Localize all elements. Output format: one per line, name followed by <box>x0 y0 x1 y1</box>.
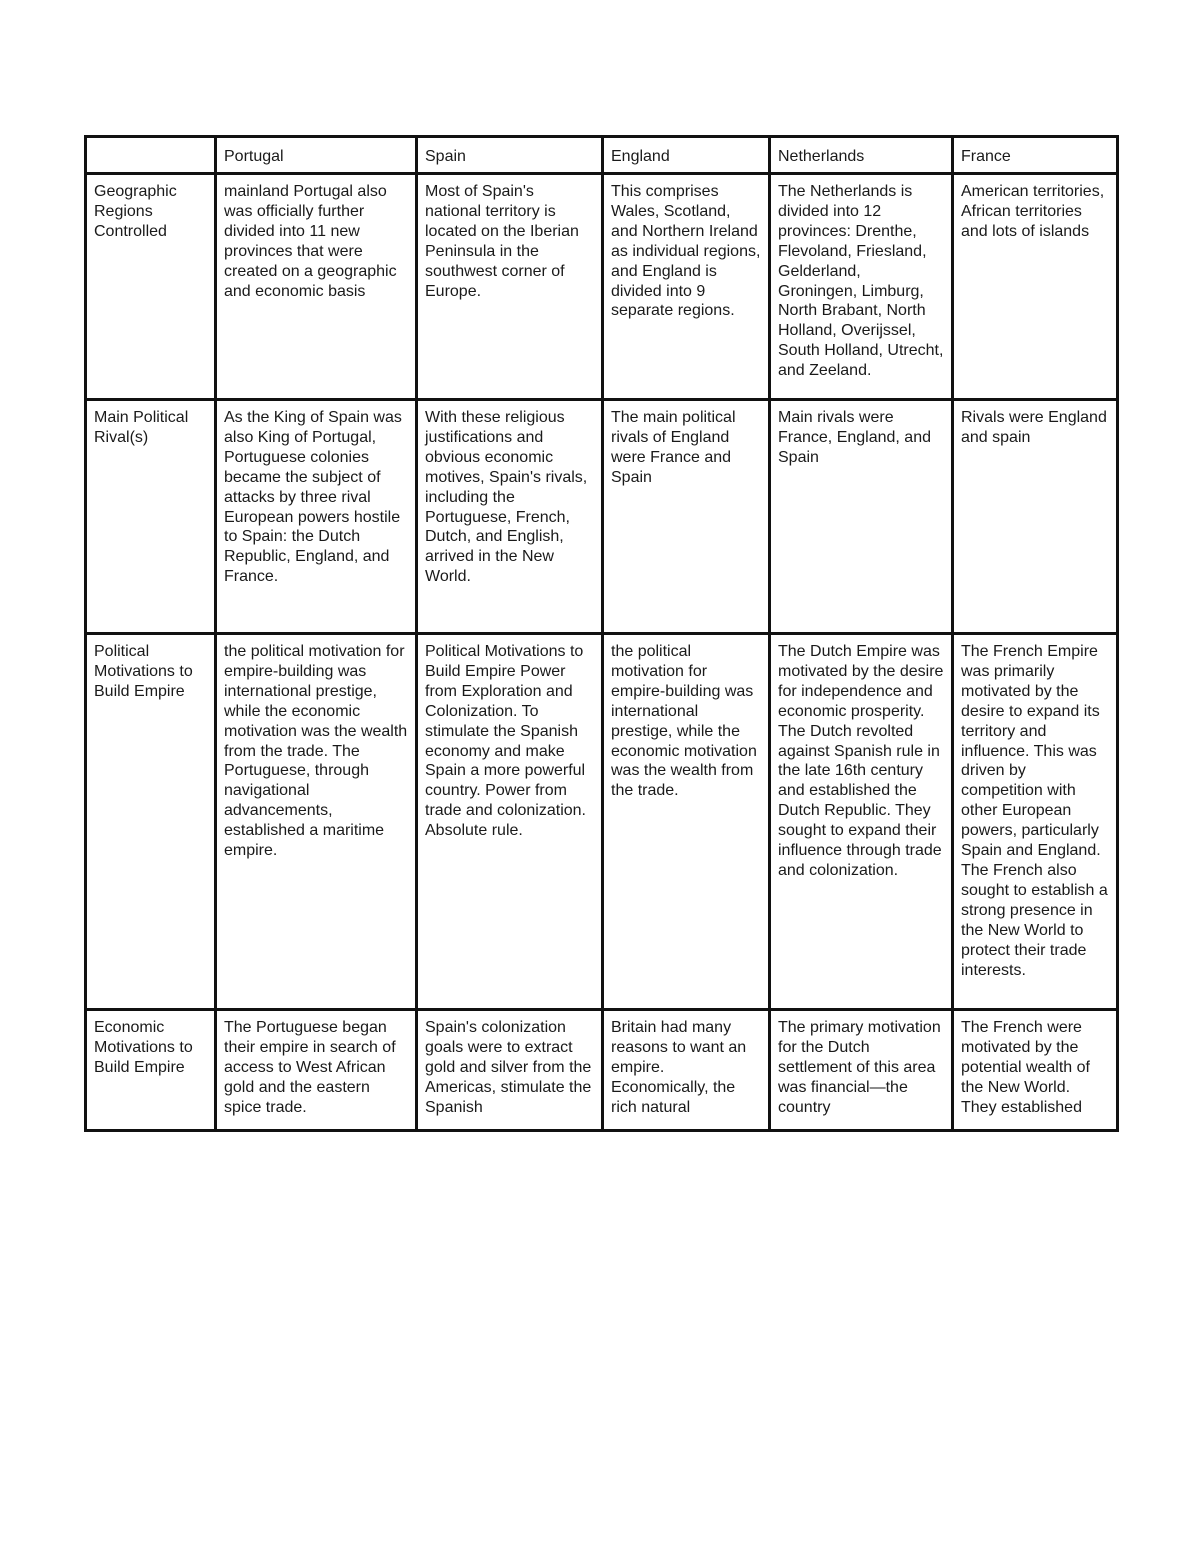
table-row-political-motivations <box>86 634 1118 1010</box>
header-cell-empty <box>86 137 216 174</box>
row-label: Main Political Rival(s) <box>86 400 216 634</box>
cell-england: The main political rivals of England were France and Spain <box>603 400 770 634</box>
table-row-political-rivals <box>86 400 1118 634</box>
cell-england: the political motivation for empire-building was international prestige, while the economic motivation was the wealth from the trade. <box>603 634 770 1010</box>
cell-spain: With these religious justifications and obvious economic motives, Spain's rivals, including the Portuguese, French, Dutch, and English, arrived in the New World. <box>417 400 603 634</box>
cell-england: This comprises Wales, Scotland, and Northern Ireland as individual regions, and England is divided into 9 separate regions. <box>603 174 770 400</box>
empire-comparison-table <box>84 135 1119 1132</box>
cell-spain: Most of Spain's national territory is located on the Iberian Peninsula in the southwest corner of Europe. <box>417 174 603 400</box>
cell-portugal: As the King of Spain was also King of Portugal, Portuguese colonies became the subject of attacks by three rival European powers hostile to Spain: the Dutch Republic, England, and France. <box>216 400 417 634</box>
cell-netherlands: Main rivals were France, England, and Spain <box>770 400 953 634</box>
row-label: Economic Motivations to Build Empire <box>86 1010 216 1131</box>
cell-portugal: the political motivation for empire-building was international prestige, while the economic motivation was the wealth from the trade. The Portuguese, through navigational advancements, established a maritime empire. <box>216 634 417 1010</box>
header-row <box>86 137 1118 174</box>
table-row-economic-motivations <box>86 1010 1118 1131</box>
cell-portugal: The Portuguese began their empire in search of access to West African gold and the eastern spice trade. <box>216 1010 417 1131</box>
header-cell-spain: Spain <box>417 137 603 174</box>
row-label: Political Motivations to Build Empire <box>86 634 216 1010</box>
cell-spain: Spain's colonization goals were to extract gold and silver from the Americas, stimulate the Spanish <box>417 1010 603 1131</box>
cell-france: American territories, African territories and lots of islands <box>953 174 1118 400</box>
cell-netherlands: The Netherlands is divided into 12 provinces: Drenthe, Flevoland, Friesland, Gelderland, Groningen, Limburg, North Brabant, North Holland, Overijssel, South Holland, Utrecht, and Zeeland. <box>770 174 953 400</box>
header-cell-england: England <box>603 137 770 174</box>
cell-portugal: mainland Portugal also was officially further divided into 11 new provinces that were created on a geographic and economic basis <box>216 174 417 400</box>
cell-netherlands: The Dutch Empire was motivated by the desire for independence and economic prosperity. The Dutch revolted against Spanish rule in the late 16th century and established the Dutch Republic. They sought to expand their influence through trade and colonization. <box>770 634 953 1010</box>
cell-france: The French Empire was primarily motivated by the desire to expand its territory and influence. This was driven by competition with other European powers, particularly Spain and England. The French also sought to establish a strong presence in the New World to protect their trade interests. <box>953 634 1118 1010</box>
cell-england: Britain had many reasons to want an empire. Economically, the rich natural <box>603 1010 770 1131</box>
cell-netherlands: The primary motivation for the Dutch settlement of this area was financial—the country <box>770 1010 953 1131</box>
cell-france: The French were motivated by the potential wealth of the New World. They established <box>953 1010 1118 1131</box>
header-cell-france: France <box>953 137 1118 174</box>
header-cell-portugal: Portugal <box>216 137 417 174</box>
table-row-geographic-regions <box>86 174 1118 400</box>
header-cell-netherlands: Netherlands <box>770 137 953 174</box>
row-label: Geographic Regions Controlled <box>86 174 216 400</box>
cell-france: Rivals were England and spain <box>953 400 1118 634</box>
cell-spain: Political Motivations to Build Empire Power from Exploration and Colonization. To stimulate the Spanish economy and make Spain a more powerful country. Power from trade and colonization. Absolute rule. <box>417 634 603 1010</box>
